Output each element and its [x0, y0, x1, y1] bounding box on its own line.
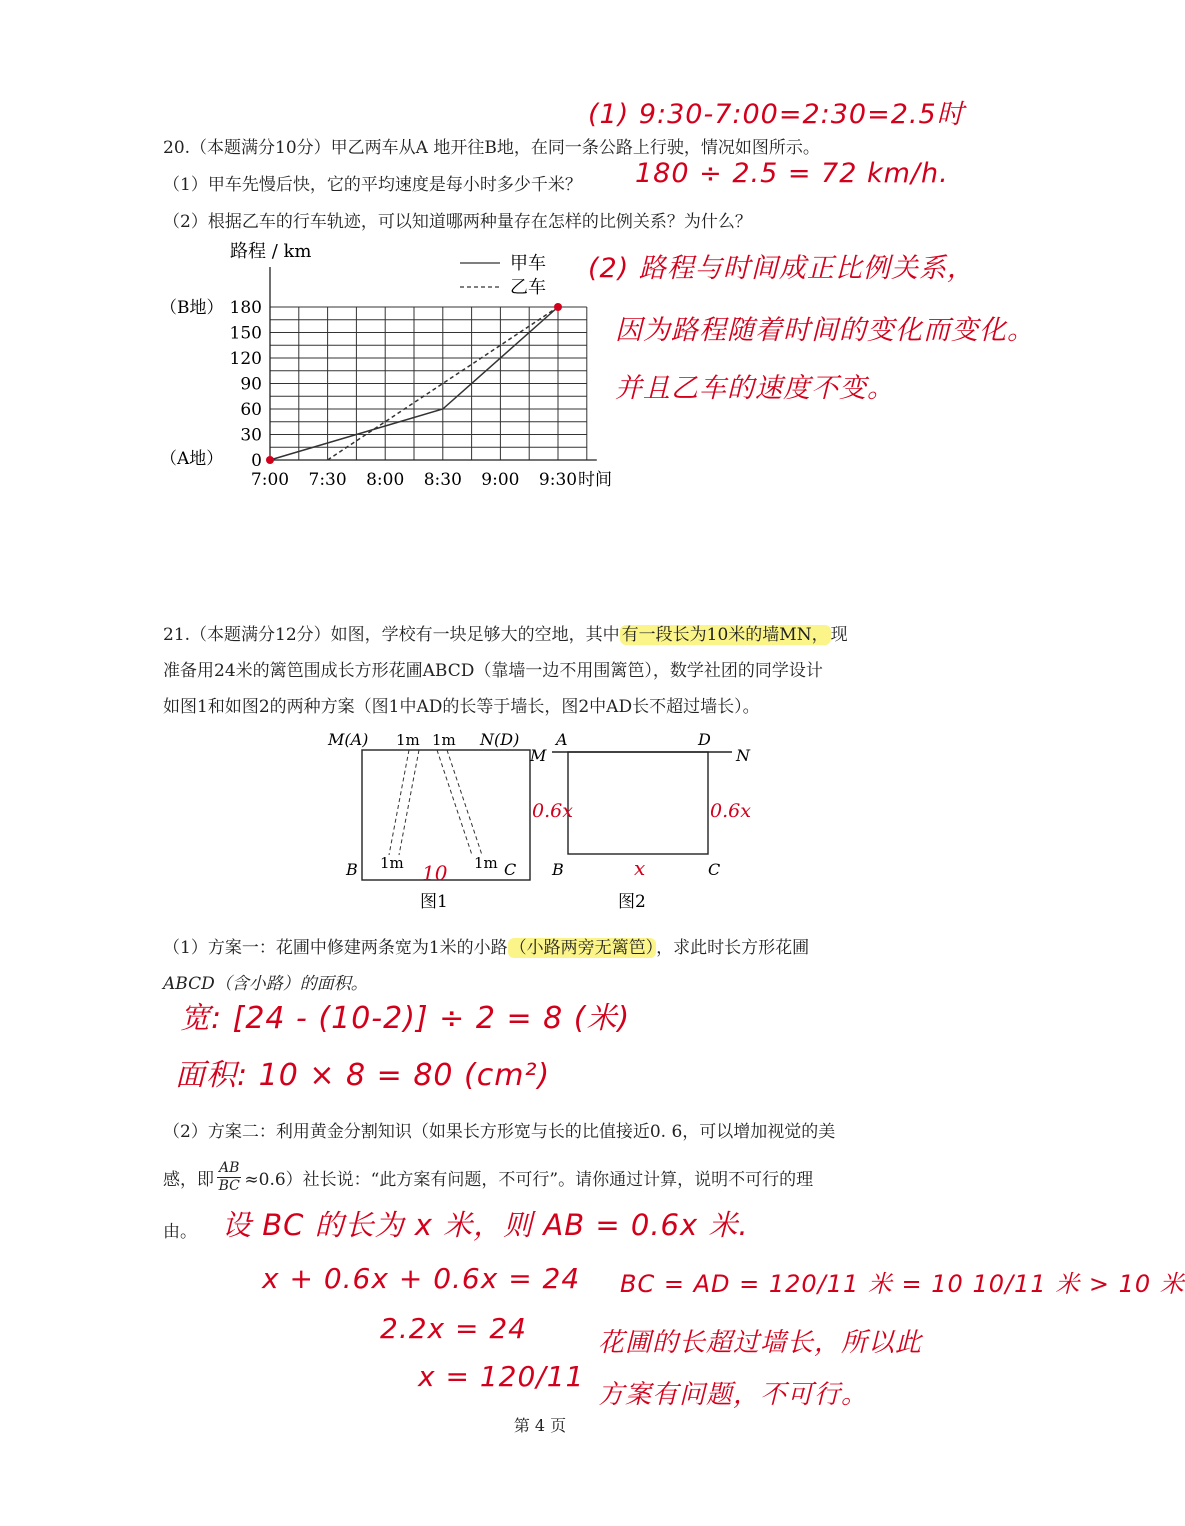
- q21-line1-a: 21.（本题满分12分）如图，学校有一块足够大的空地，其中: [163, 625, 620, 645]
- q21-highlight-path: （小路两旁无篱笆）: [509, 938, 655, 958]
- chart-y-tick: 60: [240, 400, 262, 420]
- chart-start-point: [266, 456, 274, 464]
- chart-x-tick: 8:00: [366, 470, 405, 490]
- chart-label-A: （A地）: [160, 449, 224, 469]
- q21-part2-line2-b: ≈0.6）社长说：“此方案有问题，不可行”。请你通过计算，说明不可行的理: [244, 1170, 814, 1190]
- fig1-hw-10: 10: [422, 861, 448, 885]
- fig2-hw-bottom: x: [634, 856, 646, 880]
- fig2-hw-right: 0.6x: [710, 800, 751, 822]
- answer-21-2-line4: x = 120/11: [418, 1360, 585, 1393]
- answer-21-1-line2: 面积: 10 × 8 = 80 (cm²): [175, 1058, 551, 1093]
- fig1-label-ND: N(D): [480, 730, 520, 749]
- answer-20-1-line2: 180 ÷ 2.5 = 72 km/h.: [635, 158, 949, 189]
- q21-part2-line1: （2）方案二：利用黄金分割知识（如果长方形宽与长的比值接近0. 6，可以增加视觉的美: [163, 1122, 836, 1142]
- chart-x-tick: 7:30: [308, 470, 347, 490]
- fig2-hw-left: 0.6x: [532, 800, 573, 822]
- golden-ratio-fraction: [217, 1160, 241, 1195]
- fig2-label-D: D: [698, 730, 711, 749]
- fig1-label-B: B: [346, 860, 358, 879]
- chart-label-B: （B地）: [160, 298, 224, 318]
- fig1-paths: [389, 750, 482, 855]
- answer-20-2-line2: 因为路程随着时间的变化而变化。: [615, 315, 1035, 346]
- q21-part1-line2: ABCD（含小路）的面积。: [163, 974, 368, 994]
- fig1-caption: 图1: [420, 892, 448, 912]
- chart-x-tick: 7:00: [250, 470, 290, 490]
- answer-20-1-line1: (1) 9:30-7:00=2:30=2.5时: [588, 99, 965, 130]
- fig2-label-A: A: [556, 730, 568, 749]
- fig1-label-1m-bl: 1m: [380, 854, 404, 872]
- q21-part2-line2-a: 感，即: [163, 1170, 214, 1190]
- q21-part2-line3: 由。: [163, 1222, 197, 1242]
- q21-part2-line2: [163, 1160, 813, 1195]
- fig2-label-B: B: [552, 860, 564, 879]
- answer-21-2-line2: x + 0.6x + 0.6x = 24: [262, 1262, 581, 1295]
- fig2-caption: 图2: [618, 892, 646, 912]
- fig1-path-right-a: [437, 750, 472, 855]
- chart-x-tick: 8:30: [423, 470, 462, 490]
- fig2-rectangle: [568, 752, 708, 854]
- q21-line2: 准备用24米的篱笆围成长方形花圃ABCD（靠墙一边不用围篱笆），数学社团的同学设计: [163, 661, 823, 681]
- figure-1: [322, 725, 542, 915]
- q20-title: 20.（本题满分10分）甲乙两车从A 地开往B地，在同一条公路上行驶，情况如图所示。: [163, 138, 820, 158]
- fig1-label-C: C: [504, 860, 517, 879]
- chart-legend-label-1: 甲车: [510, 253, 546, 274]
- q21-part1-a: （1）方案一：花圃中修建两条宽为1米的小路: [163, 938, 508, 958]
- chart-legend-label-2: 乙车: [510, 277, 546, 298]
- chart-y-tick: 0: [251, 451, 262, 471]
- fig1-label-1m-tr: 1m: [432, 731, 456, 749]
- fig2-label-N: N: [736, 746, 750, 765]
- fig1-path-left-a: [389, 750, 409, 855]
- fig2-label-M: M: [530, 746, 547, 765]
- page-number: 第 4 页: [513, 1416, 567, 1435]
- chart-x-tick: 9:30: [538, 470, 578, 490]
- fig1-path-right-b: [447, 750, 482, 855]
- q21-part1: [163, 933, 809, 958]
- fig1-path-left-b: [399, 750, 419, 855]
- chart-y-label: 路程 / km: [230, 241, 312, 262]
- q20-part1: （1）甲车先慢后快，它的平均速度是每小时多少千米？: [163, 175, 582, 195]
- q21-part1-b: ，求此时长方形花圃: [656, 938, 810, 958]
- figure-2: [522, 725, 762, 915]
- answer-21-2-line6: 花圃的长超过墙长，所以此: [598, 1328, 923, 1358]
- chart-y-tick: 90: [240, 374, 262, 395]
- chart-end-point: [554, 303, 562, 311]
- q21-line3: 如图1和如图2的两种方案（图1中AD的长等于墙长，图2中AD长不超过墙长）。: [163, 697, 760, 717]
- chart-y-tick: 150: [229, 323, 262, 344]
- answer-21-2-line3: 2.2x = 24: [380, 1312, 527, 1345]
- fig1-label-MA: M(A): [328, 730, 369, 749]
- fig2-label-C: C: [708, 860, 721, 879]
- answer-20-2-line1: (2) 路程与时间成正比例关系，: [588, 253, 975, 284]
- chart-x-label: 时间: [578, 470, 612, 490]
- fraction-numerator: AB: [219, 1160, 240, 1176]
- answer-21-2-line5: BC = AD = 120/11 米 = 10 10/11 米 > 10 米: [620, 1270, 1185, 1298]
- chart-y-tick: 30: [240, 425, 262, 446]
- fig1-label-1m-br: 1m: [474, 854, 498, 872]
- q21-highlight-wall: 有一段长为10米的墙MN，: [621, 625, 829, 645]
- chart-y-tick: 180: [229, 298, 262, 318]
- chart-x-tick: 9:00: [481, 470, 520, 490]
- q21-line1-b: 现: [830, 625, 848, 645]
- answer-21-2-line7: 方案有问题，不可行。: [598, 1380, 869, 1410]
- chart-y-tick: 120: [229, 349, 262, 369]
- fig1-label-1m-tl: 1m: [396, 731, 420, 749]
- answer-21-2-line1: 设 BC 的长为 x 米，则 AB = 0.6x 米.: [222, 1208, 749, 1242]
- q20-part2: （2）根据乙车的行车轨迹，可以知道哪两种量存在怎样的比例关系？为什么？: [163, 212, 752, 232]
- answer-21-1-line1: 宽: [24 - (10-2)] ÷ 2 = 8 (米): [180, 1001, 631, 1036]
- fraction-denominator: BC: [218, 1178, 240, 1194]
- distance-time-chart: [150, 235, 610, 505]
- answer-20-2-line3: 并且乙车的速度不变。: [615, 373, 895, 404]
- q21-line1: [163, 620, 848, 645]
